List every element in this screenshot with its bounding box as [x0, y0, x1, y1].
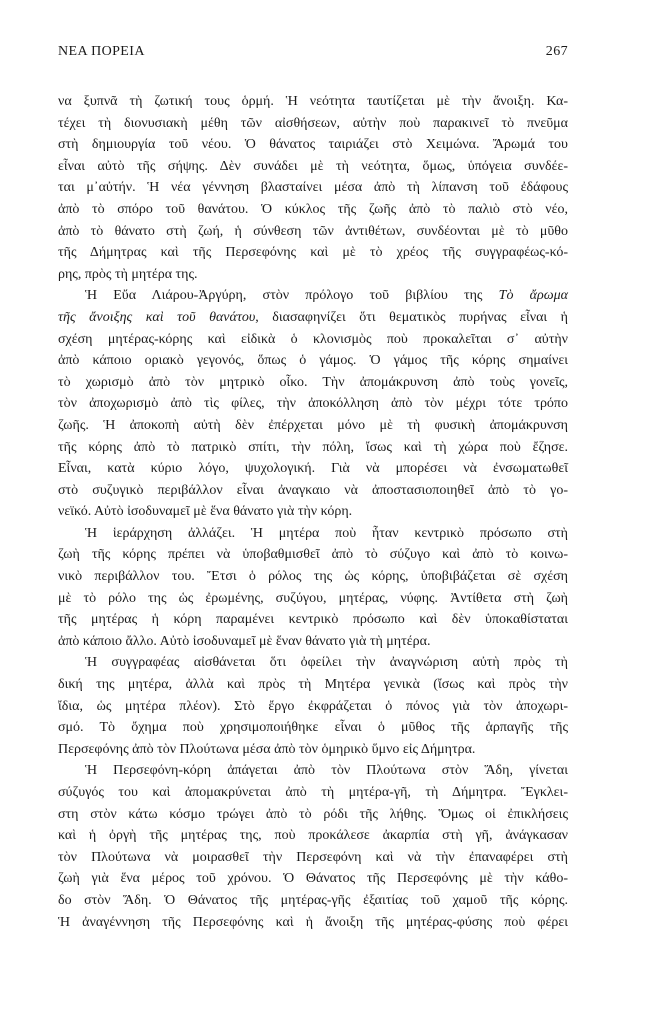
text-line — [58, 782, 568, 804]
text-line — [58, 912, 568, 934]
text-run: Ἡ συγγραφέας αἰσθάνεται ὅτι ὀφείλει τὴν ἀναγνώριση αὐτὴ πρὸς τὴ — [85, 655, 568, 671]
text-line — [58, 544, 568, 566]
text-line — [58, 372, 568, 394]
text-line — [58, 523, 568, 545]
text-run: Εἶναι, κατὰ κύριο λόγο, ψυχολογική. Γιὰ νὰ μπορέσει νὰ ἐνσωματωθεῖ — [58, 461, 568, 477]
text-run: σχέση μητέρας-κόρης καὶ εἰδικὰ ὁ κλονισμὸς ποὺ προκαλεῖται σ᾽ αὐτὴν — [58, 331, 568, 347]
text-run: ζωὴ γιὰ ἕνα μέρος τοῦ χρόνου. Ὁ Θάνατος τῆς Περσεφόνης μὲ τὴν κάθο- — [58, 871, 568, 887]
text-line — [58, 221, 568, 243]
page-number: 267 — [545, 44, 568, 59]
text-line — [58, 393, 568, 415]
text-run: ζωὴ τῆς κόρης πρέπει νὰ ὑποβαθμισθεῖ ἀπὸ τὸ σύζυγο καὶ ἀπὸ τὸ κοινω- — [58, 547, 568, 563]
text-run: τὸν Πλούτωνα νὰ μοιρασθεῖ τὴν Περσεφόνη καὶ νὰ τὴν ἐπαναφέρει στὴ — [58, 849, 568, 865]
text-run: ἴδια, ὡς μητέρα πλέον). Στὸ ἔργο ἐκφράζεται ὁ πόνος γιὰ τὸν ἀποχωρι- — [58, 698, 568, 714]
text-line — [58, 739, 568, 761]
text-run: καὶ ἡ ὀργὴ τῆς μητέρας της, ποὺ προκάλεσε ἀκαρπία στὴ γῆ, ἀνάγκασαν — [58, 828, 568, 844]
running-title: ΝΕΑ ΠΟΡΕΙΑ — [58, 44, 145, 59]
text-line — [58, 609, 568, 631]
text-run: στη στὸν κάτω κόσμο τρώγει ἀπὸ τὸ ρόδι τῆς λήθης. Ὅμως οἱ ἐπικλήσεις — [58, 806, 568, 822]
text-line — [58, 415, 568, 437]
text-run: ἀπὸ τὸ σπόρο τοῦ θανάτου. Ὁ κύκλος τῆς ζωῆς ἀπὸ τὸ παλιὸ στὸ νέο, — [58, 201, 568, 217]
text-run: στὸ συζυγικὸ περιβάλλον εἶναι ἀναγκαιο νὰ ἀποστασιοποιηθεῖ ἀπὸ τὸ γο- — [58, 482, 568, 498]
text-run: δική της μητέρα, ἀλλὰ καὶ πρὸς τὴ Μητέρα γενικὰ (ἴσως καὶ πρὸς τὴν — [58, 677, 568, 693]
text-line — [58, 437, 568, 459]
text-line — [58, 458, 568, 480]
text-line — [58, 847, 568, 869]
body-text — [58, 91, 568, 933]
text-line — [58, 480, 568, 502]
text-run: ἀπὸ κάποιο οριακὸ γεγονός, ὅπως ὁ γάμος. Ὁ γάμος τῆς κόρης σημαίνει — [58, 353, 568, 369]
text-run: , διασαφηνίζει ὅτι θεματικὸς πυρήνας εἶναι ἡ — [255, 309, 568, 325]
text-line — [58, 177, 568, 199]
text-line — [58, 825, 568, 847]
text-run: ται μ᾽αὐτήν. Ἡ νέα γέννηση βλασταίνει μέσα ἀπὸ τὴ λίπανση τοῦ ἐδάφους — [58, 180, 568, 196]
text-line — [58, 652, 568, 674]
text-run: σμό. Τὸ ὄχημα ποὺ χρησιμοποιήθηκε εἶναι ὁ μῦθος τῆς ἁρπαγῆς τῆς — [58, 720, 568, 736]
text-line — [58, 113, 568, 135]
running-header — [58, 44, 568, 66]
text-line — [58, 588, 568, 610]
text-line — [58, 329, 568, 351]
text-line — [58, 890, 568, 912]
text-run: Ἡ ἀναγέννηση τῆς Περσεφόνης καὶ ἡ ἄνοιξη τῆς μητέρας-φύσης ποὺ φέρει — [58, 914, 568, 930]
text-line — [58, 199, 568, 221]
text-line — [58, 264, 568, 286]
book-title-text: τῆς ἄνοιξης καὶ τοῦ θανάτου — [58, 309, 256, 325]
text-run: νεϊκό. Αὐτὸ ἰσοδυναμεῖ μὲ ἕνα θάνατο γιὰ τὴν κόρη. — [58, 504, 353, 520]
text-line — [58, 134, 568, 156]
text-run: νικὸ περιβάλλον του. Ἔτσι ὁ ρόλος της ὡς κόρης, ὑποβιβάζεται σὲ σχέση — [58, 569, 568, 585]
text-run: εἶναι αὐτὸ τῆς σήψης. Δὲν συνάδει μὲ τὴ νεότητα, ὅμως, ὑπόγεια συνδέε- — [58, 158, 568, 174]
text-run: τῆς κόρης ἀπὸ τὸ πατρικὸ σπίτι, τὴν πόλη, ἴσως καὶ τὴ χώρα ποὺ ἔζησε. — [58, 439, 568, 455]
text-run: τῆς Δήμητρας καὶ τῆς Περσεφόνης καὶ μὲ τὸ χρέος τῆς συγγραφέως-κό- — [58, 245, 568, 261]
text-run: Ἡ Εὔα Λιάρου-Ἀργύρη, στὸν πρόλογο τοῦ βιβλίου της — [85, 288, 499, 304]
text-line — [58, 696, 568, 718]
text-run: Ἡ Περσεφόνη-κόρη ἀπάγεται ἀπὸ τὸν Πλούτωνα στὸν Ἅδη, γίνεται — [85, 763, 568, 779]
text-run: μὲ τὸ ρόλο της ὡς ἐρωμένης, συζύγου, μητέρας, νύφης. Ἀντίθετα στὴ ζωὴ — [58, 590, 568, 606]
text-line — [58, 156, 568, 178]
book-title-text: Τὸ ἄρωμα — [498, 288, 568, 304]
text-line — [58, 674, 568, 696]
text-run: ρης, πρὸς τὴ μητέρα της. — [58, 266, 198, 282]
text-run: στὴ δημιουργία τοῦ νέου. Ὁ θάνατος ταιριάζει στὸ Χειμώνα. Ἄρωμά του — [58, 137, 568, 153]
text-run: δο στὸν Ἅδη. Ὁ Θάνατος τῆς μητέρας-γῆς ἐξαιτίας τοῦ χαμοῦ τῆς κόρης. — [58, 892, 568, 908]
text-run: τῆς μητέρας ἡ κόρη παραμένει κεντρικὸ πρόσωπο καὶ δὲν ὑποκαθίσταται — [58, 612, 568, 628]
text-run: τέχει τὴ διονυσιακὴ μέθη τῶν αἰσθήσεων, αὐτὴν ποὺ παρακινεῖ τὸ πνεῦμα — [58, 115, 568, 131]
text-run: σύζυγός του καὶ ἀπομακρύνεται ἀπὸ τὴ μητέρα-γῆ, τὴ Δήμητρα. Ἔγκλει- — [58, 785, 568, 800]
text-run: Ἡ ἱεράρχηση ἀλλάζει. Ἡ μητέρα ποὺ ἦταν κεντρικὸ πρόσωπο στὴ — [85, 525, 568, 541]
text-line — [58, 242, 568, 264]
text-run: ζωῆς. Ἡ ἀποκοπὴ αὐτὴ δὲν ἐπέρχεται μόνο μὲ τὴ φυσικὴ ἀπομάκρυνση — [58, 417, 568, 433]
text-run: τὸ χωρισμὸ ἀπὸ τὸν μητρικὸ οἶκο. Τὴν ἀπομάκρυνση ἀπὸ τοὺς γονεῖς, — [58, 374, 568, 390]
text-line — [58, 307, 568, 329]
text-line — [58, 350, 568, 372]
text-run: να ξυπνᾶ τὴ ζωτική τους ὁρμή. Ἡ νεότητα ταυτίζεται μὲ τὴν ἄνοιξη. Κα- — [58, 94, 568, 109]
text-line — [58, 501, 568, 523]
text-line — [58, 566, 568, 588]
text-line — [58, 760, 568, 782]
text-line — [58, 717, 568, 739]
text-line — [58, 285, 568, 307]
text-line — [58, 868, 568, 890]
text-run: ἀπὸ κάποιο ἄλλο. Αὐτὸ ἰσοδυναμεῖ μὲ ἕναν θάνατο γιὰ τὴ μητέρα. — [58, 633, 431, 649]
text-run: ἀπὸ τὸ θάνατο στὴ ζωή, ἡ σύνθεση τῶν ἀντιθέτων, συνδέονται μὲ τὸ μῦθο — [58, 223, 568, 239]
text-line — [58, 91, 568, 113]
text-run: τὸν ἀποχωρισμὸ ἀπὸ τὶς φίλες, τὴν ἀποκόλληση ἀπὸ τὸν μέχρι τότε τρόπο — [58, 396, 568, 412]
text-run: Περσεφόνης ἀπὸ τὸν Πλούτωνα μέσα ἀπὸ τὸν ὁμηρικὸ ὕμνο εἰς Δήμητρα. — [58, 741, 476, 757]
text-line — [58, 631, 568, 653]
text-line — [58, 804, 568, 826]
